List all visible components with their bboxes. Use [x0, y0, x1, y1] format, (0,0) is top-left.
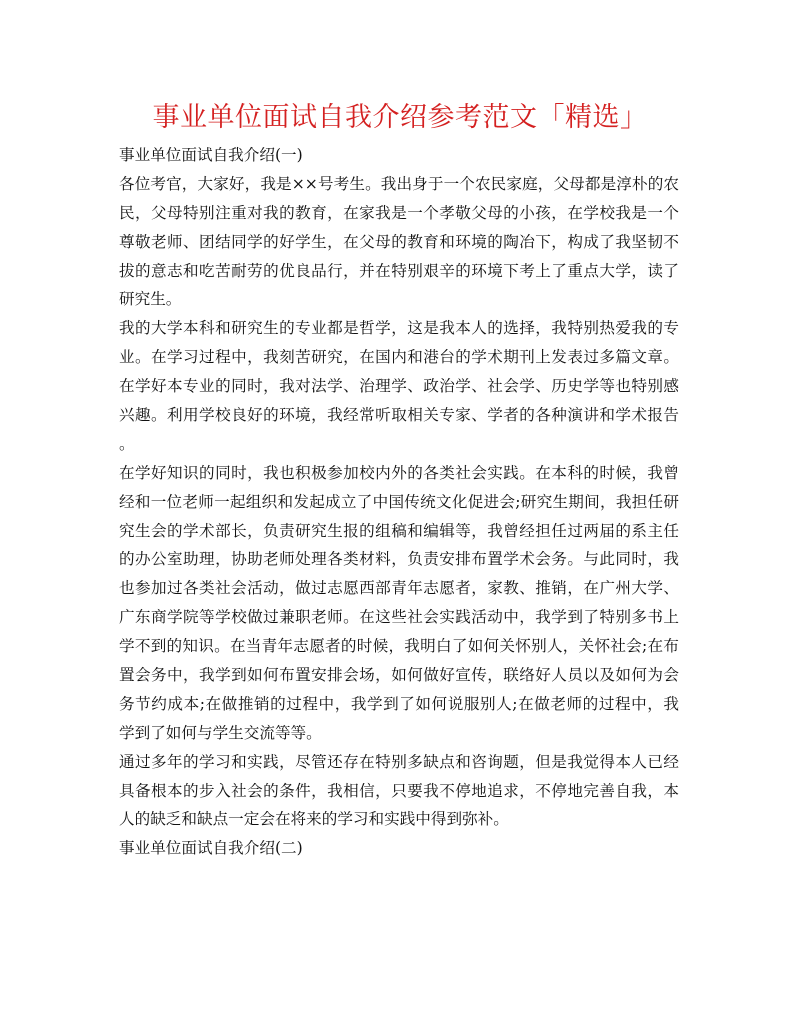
text-line: 务节约成本;在做推销的过程中，我学到了如何说服别人;在做老师的过程中，我: [119, 694, 679, 713]
section-heading-1: [119, 141, 679, 170]
text-line: 。: [119, 434, 135, 453]
heading-line: 事业单位面试自我介绍(一): [119, 146, 303, 164]
text-line: 广东商学院等学校做过兼职老师。在这些社会实践活动中，我学到了特别多书上: [119, 608, 679, 627]
section-heading-2: [119, 834, 679, 863]
text-line: 业。在学习过程中，我刻苦研究，在国内和港台的学术期刊上发表过多篇文章。: [119, 348, 679, 367]
document-title: 事业单位面试自我介绍参考范文「精选」: [152, 102, 648, 133]
text-line: 兴趣。利用学校良好的环境，我经常听取相关专家、学者的各种演讲和学术报告: [119, 406, 679, 425]
text-line: 在学好知识的同时，我也积极参加校内外的各类社会实践。在本科的时候，我曾: [119, 463, 679, 482]
text-line: 尊敬老师、团结同学的好学生，在父母的教育和环境的陶冶下，构成了我坚韧不: [119, 232, 679, 251]
text-line: 的办公室助理，协助老师处理各类材料，负责安排布置学术会务。与此同时，我: [119, 550, 679, 569]
text-line: 究生会的学术部长，负责研究生报的组稿和编辑等，我曾经担任过两届的系主任: [119, 521, 679, 540]
text-line: 人的缺乏和缺点一定会在将来的学习和实践中得到弥补。: [119, 810, 509, 829]
text-line: 学不到的知识。在当青年志愿者的时候，我明白了如何关怀别人，关怀社会;在布: [119, 637, 679, 656]
text-line: 拔的意志和吃苦耐劳的优良品行，并在特别艰辛的环境下考上了重点大学，读了: [119, 261, 679, 280]
text-line: 经和一位老师一起组织和发起成立了中国传统文化促进会;研究生期间，我担任研: [119, 492, 679, 511]
paragraph-1: [119, 170, 679, 314]
text-line: 在学好本专业的同时，我对法学、治理学、政治学、社会学、历史学等也特别感: [119, 377, 679, 396]
text-line: 置会务中，我学到如何布置安排会场，如何做好宣传，联络好人员以及如何为会: [119, 666, 679, 685]
text-line: 我的大学本科和研究生的专业都是哲学，这是我本人的选择，我特别热爱我的专: [119, 319, 679, 338]
paragraph-2: [119, 314, 679, 458]
text-line: 通过多年的学习和实践，尽管还存在特别多缺点和咨询题，但是我觉得本人已经: [119, 752, 679, 771]
text-line: 研究生。: [119, 290, 182, 309]
text-line: 具备根本的步入社会的条件，我相信，只要我不停地追求，不停地完善自我，本: [119, 781, 679, 800]
paragraph-4: [119, 748, 679, 835]
document-body: [119, 141, 679, 863]
text-line: 学到了如何与学生交流等等。: [119, 723, 322, 742]
text-line: 各位考官，大家好，我是××号考生。我出身于一个农民家庭，父母都是淳朴的农: [119, 174, 679, 193]
paragraph-3: [119, 459, 679, 748]
text-line: 民，父母特别注重对我的教育，在家我是一个孝敬父母的小孩，在学校我是一个: [119, 203, 679, 222]
heading-line: 事业单位面试自我介绍(二): [119, 839, 303, 858]
text-line: 也参加过各类社会活动，做过志愿西部青年志愿者，家教、推销，在广州大学、: [119, 579, 679, 598]
